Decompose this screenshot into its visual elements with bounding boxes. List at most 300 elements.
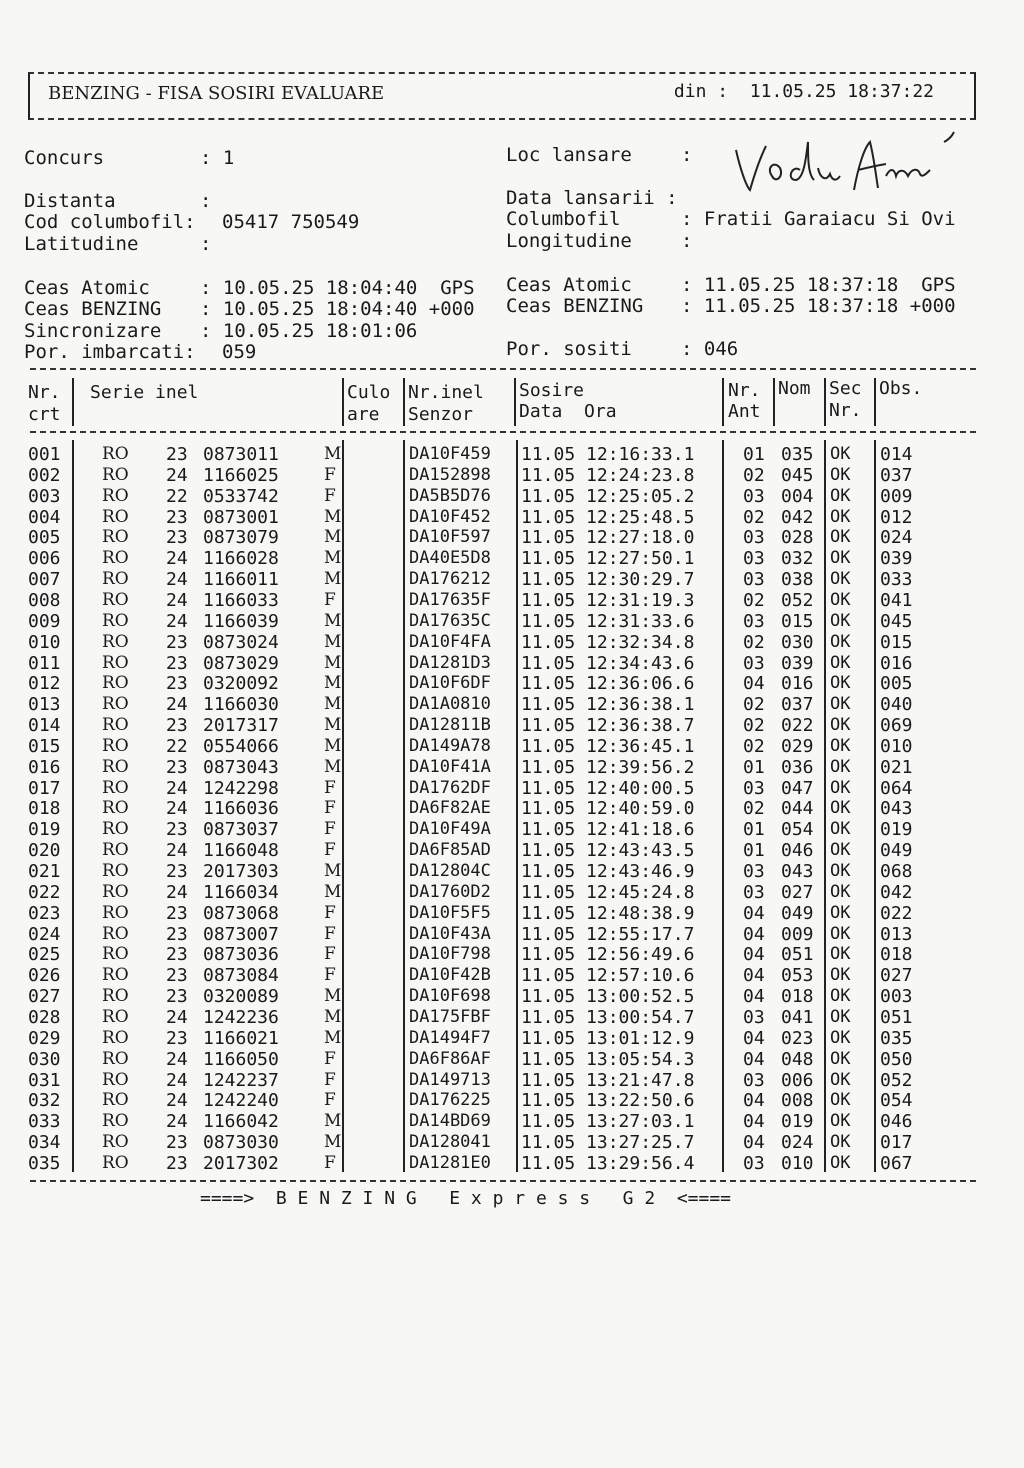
cell-data: 11.05 [521,589,576,611]
cell-data-ora [521,819,694,840]
cell-data-ora [521,715,694,736]
cell-senzor: DA10F42B [409,965,491,986]
cell-an: 24 [166,1006,188,1028]
cell-nom: 054 [781,819,814,841]
cell-tara: RO [102,965,129,986]
col-divider [824,378,826,426]
th-serie-inel: Serie inel [90,382,199,403]
cell-tara: RO [102,840,129,861]
cell-ora: 12:40:00.5 [586,777,695,799]
cell-sex: M [324,735,342,756]
cell-obs: 014 [880,444,913,465]
latitudine-value: : [200,233,212,255]
cell-ant: 04 [743,1090,765,1112]
cell-obs: 068 [880,861,913,882]
cell-tara: RO [102,631,129,652]
cell-data-ora [521,527,694,548]
cell-tara: RO [102,1111,129,1132]
cell-data-ora [521,1153,694,1174]
cell-tara: RO [102,694,129,715]
cell-sec: OK [830,1090,851,1111]
sincronizare-label: Sincronizare [24,320,162,342]
cell-sex: F [324,464,336,485]
cell-sex: M [324,548,342,569]
cell-ora: 12:36:38.7 [586,715,695,737]
cell-data-ora [521,736,694,757]
imbarcati-value: 059 [222,341,257,363]
benzing-footer: ====> B E N Z I N G E x p r e s s G 2 <==== [200,1188,732,1209]
cell-an: 23 [166,673,188,695]
cell-an: 23 [166,861,188,882]
cell-nr: 032 [28,1090,61,1112]
cell-data: 11.05 [521,881,576,903]
cell-an: 23 [166,631,188,653]
cell-ant: 04 [743,923,765,945]
cell-senzor: DA6F82AE [409,798,491,819]
cell-serie: 0320089 [203,986,279,1008]
cell-data-ora [521,882,694,903]
cell-obs: 040 [880,694,913,716]
cell-ora: 13:27:03.1 [586,1111,695,1133]
cell-senzor: DA10F5F5 [409,902,491,923]
cell-sec: OK [830,444,851,464]
cell-sec: OK [830,798,851,819]
cell-senzor: DA175FBF [409,1006,491,1027]
cell-serie: 1166011 [203,569,279,591]
cell-nom: 043 [781,861,814,882]
cell-obs: 013 [880,923,913,945]
cell-an: 23 [166,902,188,924]
cell-ant: 03 [743,610,765,632]
cell-senzor: DA1A0810 [409,694,491,715]
cell-nr: 017 [28,777,61,799]
cell-data: 11.05 [521,777,576,799]
cell-ora: 12:16:33.1 [586,444,695,465]
cell-nom: 027 [781,881,814,903]
cell-serie: 0873079 [203,527,279,549]
sincronizare-value: : 10.05.25 18:01:06 [200,320,418,342]
cell-tara: RO [102,881,129,902]
cell-serie: 1166042 [203,1111,279,1133]
cell-nr: 034 [28,1132,61,1154]
cell-an: 23 [166,1027,188,1049]
cell-ant: 02 [743,735,765,757]
col-divider [874,378,876,426]
cell-sec: OK [830,694,851,715]
cell-serie: 2017302 [203,1152,279,1174]
ceas-atomic-value: : 10.05.25 18:04:40 GPS [200,277,475,299]
cell-obs: 027 [880,965,913,987]
cell-tara: RO [102,527,129,548]
cell-senzor: DA10F43A [409,923,491,944]
cell-obs: 051 [880,1006,913,1028]
cell-sec: OK [830,464,851,485]
cell-obs: 016 [880,652,913,674]
table-row [0,465,1024,486]
cell-ora: 13:21:47.8 [586,1069,695,1091]
cell-data: 11.05 [521,1132,576,1154]
th-nom: Nom [778,378,811,399]
table-row [0,1132,1024,1153]
cell-nom: 049 [781,902,814,924]
cell-an: 24 [166,694,188,716]
table-bottom-rule [30,1180,976,1182]
distanta-value: : [200,190,212,212]
cell-an: 23 [166,819,188,841]
cell-nom: 052 [781,589,814,611]
cell-data: 11.05 [521,652,576,674]
cell-sex: M [324,1132,342,1153]
col-divider [72,378,74,426]
cell-tara: RO [102,1006,129,1027]
cell-nr: 025 [28,944,61,966]
table-row [0,1007,1024,1028]
cell-an: 24 [166,881,188,903]
cell-sex: M [324,881,342,902]
cell-serie: 2017317 [203,715,279,737]
cell-ant: 03 [743,777,765,799]
cell-nr: 014 [28,715,61,737]
cell-nom: 008 [781,1090,814,1112]
cell-serie: 1166025 [203,464,279,486]
cell-nom: 019 [781,1111,814,1133]
cell-serie: 0320092 [203,673,279,695]
cell-nom: 039 [781,652,814,674]
cell-tara: RO [102,861,129,881]
table-row [0,1111,1024,1132]
cell-nom: 006 [781,1069,814,1091]
cell-sec: OK [830,1006,851,1027]
cell-ora: 13:27:25.7 [586,1132,695,1154]
cell-nom: 010 [781,1152,814,1174]
cell-serie: 0873037 [203,819,279,841]
columbofil-label: Columbofil [506,208,621,230]
cell-sec: OK [830,1069,851,1090]
cell-data: 11.05 [521,923,576,945]
cell-tara: RO [102,444,129,464]
cell-an: 24 [166,1111,188,1133]
cell-ora: 12:48:38.9 [586,902,695,924]
cell-sex: F [324,1152,336,1173]
ceas-benzing2-label: Ceas BENZING [506,295,644,317]
cell-sec: OK [830,1027,851,1048]
cell-data: 11.05 [521,715,576,737]
cell-ant: 03 [743,485,765,507]
cell-obs: 015 [880,631,913,653]
cell-ant: 02 [743,798,765,820]
cell-serie: 0873007 [203,923,279,945]
ceas-atomic2-value: : 11.05.25 18:37:18 GPS [681,274,956,296]
cell-obs: 005 [880,673,913,695]
table-row [0,757,1024,778]
cell-nr: 012 [28,673,61,695]
cell-sex: F [324,965,336,986]
cell-sec: OK [830,485,851,506]
cell-obs: 009 [880,485,913,507]
ceas-atomic2-label: Ceas Atomic [506,274,632,296]
cell-an: 23 [166,715,188,737]
cell-senzor: DA40E5D8 [409,548,491,569]
cell-nom: 032 [781,548,814,570]
cell-nom: 023 [781,1027,814,1049]
data-lansarii-label: Data lansarii : [506,187,678,209]
cell-ant: 03 [743,861,765,882]
col-divider [514,378,516,426]
cell-ora: 12:43:46.9 [586,861,695,882]
cell-tara: RO [102,923,129,944]
cell-an: 24 [166,569,188,591]
cell-sex: F [324,589,336,610]
cell-data: 11.05 [521,694,576,716]
cell-an: 24 [166,1048,188,1070]
cell-data: 11.05 [521,756,576,778]
cell-ant: 02 [743,715,765,737]
cell-ora: 12:43:43.5 [586,840,695,862]
cell-data-ora [521,965,694,986]
cell-data: 11.05 [521,986,576,1008]
cell-an: 23 [166,444,188,465]
cell-senzor: DA1762DF [409,777,491,798]
cell-sex: F [324,777,336,798]
cell-nr: 035 [28,1152,61,1174]
cell-serie: 1242240 [203,1090,279,1112]
cell-tara: RO [102,1152,129,1173]
cell-sex: F [324,1069,336,1090]
cell-serie: 1166033 [203,589,279,611]
cell-ant: 03 [743,527,765,549]
cell-ora: 12:56:49.6 [586,944,695,966]
cell-obs: 033 [880,569,913,591]
cell-data: 11.05 [521,798,576,820]
cell-sec: OK [830,965,851,986]
cell-nom: 042 [781,506,814,528]
cell-obs: 043 [880,798,913,820]
cell-senzor: DA1281E0 [409,1152,491,1173]
cell-senzor: DA14BD69 [409,1111,491,1132]
cell-nr: 026 [28,965,61,987]
cell-serie: 0873001 [203,506,279,528]
cell-obs: 064 [880,777,913,799]
cell-an: 22 [166,485,188,507]
cell-senzor: DA152898 [409,464,491,485]
cell-an: 24 [166,589,188,611]
cell-tara: RO [102,715,129,736]
cell-data-ora [521,590,694,611]
cell-sex: M [324,631,342,652]
cell-serie: 1242298 [203,777,279,799]
table-row [0,882,1024,903]
cell-data-ora [521,1090,694,1111]
cell-data-ora [521,548,694,569]
cell-sex: M [324,756,342,777]
table-row [0,1028,1024,1049]
cell-serie: 1166034 [203,881,279,903]
cell-an: 23 [166,1132,188,1154]
cell-an: 24 [166,610,188,632]
cell-tara: RO [102,735,129,756]
cell-sex: F [324,819,336,840]
cell-senzor: DA12804C [409,861,491,881]
cell-data-ora [521,1049,694,1070]
cell-senzor: DA1281D3 [409,652,491,673]
cell-obs: 021 [880,756,913,778]
th-senzor: Senzor [408,404,474,425]
table-row [0,986,1024,1007]
cell-ant: 01 [743,756,765,778]
cell-sex: F [324,485,336,506]
cell-nr: 030 [28,1048,61,1070]
cell-data-ora [521,632,694,653]
cell-nr: 023 [28,902,61,924]
cell-tara: RO [102,819,129,840]
cell-tara: RO [102,673,129,694]
cell-data-ora [521,1070,694,1091]
cell-senzor: DA10F4FA [409,631,491,652]
cell-data: 11.05 [521,506,576,528]
cell-serie: 1166039 [203,610,279,632]
distanta-label: Distanta [24,190,116,212]
cell-senzor: DA1494F7 [409,1027,491,1048]
cell-obs: 067 [880,1152,913,1174]
table-row [0,840,1024,861]
cell-serie: 0873011 [203,444,279,465]
cod-columbofil-value: 05417 750549 [222,211,360,233]
cell-data: 11.05 [521,965,576,987]
cell-sex: M [324,527,342,548]
cell-nr: 024 [28,923,61,945]
cell-nom: 029 [781,735,814,757]
sositi-value: : 046 [681,338,739,360]
cell-an: 24 [166,1090,188,1112]
cell-sex: F [324,944,336,965]
cell-ora: 13:00:52.5 [586,986,695,1008]
cell-nom: 016 [781,673,814,695]
table-row [0,965,1024,986]
cell-ant: 03 [743,652,765,674]
cell-nr: 011 [28,652,61,674]
cell-sec: OK [830,1152,851,1173]
cell-nom: 041 [781,1006,814,1028]
cell-tara: RO [102,652,129,673]
cell-data: 11.05 [521,1069,576,1091]
cell-an: 24 [166,464,188,486]
cell-sec: OK [830,631,851,652]
cell-data-ora [521,444,694,465]
cell-nom: 022 [781,715,814,737]
cell-ora: 12:25:05.2 [586,485,695,507]
cell-senzor: DA1760D2 [409,881,491,902]
cell-sec: OK [830,881,851,902]
cell-serie: 1166030 [203,694,279,716]
cell-senzor: DA12811B [409,715,491,736]
cell-data: 11.05 [521,673,576,695]
cell-data-ora [521,1028,694,1049]
cell-ant: 01 [743,819,765,841]
cell-an: 23 [166,756,188,778]
cell-senzor: DA17635C [409,610,491,631]
cell-an: 23 [166,1152,188,1174]
cell-data-ora [521,778,694,799]
cell-obs: 010 [880,735,913,757]
cell-ant: 03 [743,1152,765,1174]
cell-sec: OK [830,569,851,590]
cell-ora: 12:40:59.0 [586,798,695,820]
cell-ora: 12:55:17.7 [586,923,695,945]
cell-serie: 0873030 [203,1132,279,1154]
cell-nom: 038 [781,569,814,591]
cell-sex: F [324,1048,336,1069]
cell-serie: 0554066 [203,735,279,757]
cell-nom: 047 [781,777,814,799]
cell-an: 23 [166,527,188,549]
table-row [0,1153,1024,1174]
cell-data: 11.05 [521,631,576,653]
cell-sec: OK [830,944,851,965]
cell-obs: 041 [880,589,913,611]
cell-data-ora [521,861,694,882]
table-row [0,694,1024,715]
cell-ant: 02 [743,464,765,486]
cell-data: 11.05 [521,1090,576,1112]
concurs-value: : 1 [200,147,235,169]
cell-sex: M [324,506,342,527]
cell-obs: 018 [880,944,913,966]
cell-ora: 12:34:43.6 [586,652,695,674]
cell-sec: OK [830,735,851,756]
cell-nom: 044 [781,798,814,820]
cell-sec: OK [830,589,851,610]
table-row [0,527,1024,548]
cell-ora: 12:45:24.8 [586,881,695,903]
table-row [0,798,1024,819]
cell-ora: 13:01:12.9 [586,1027,695,1049]
cell-sec: OK [830,1132,851,1153]
cell-sec: OK [830,819,851,840]
table-row [0,861,1024,882]
cell-data: 11.05 [521,548,576,570]
cell-data: 11.05 [521,1111,576,1133]
cell-obs: 069 [880,715,913,737]
cell-ant: 02 [743,589,765,611]
table-row [0,1090,1024,1111]
cell-data: 11.05 [521,569,576,591]
cell-ant: 04 [743,673,765,695]
col-divider [773,378,775,426]
cell-ora: 12:25:48.5 [586,506,695,528]
cell-nom: 009 [781,923,814,945]
cell-nr: 031 [28,1069,61,1091]
cell-serie: 1242236 [203,1006,279,1028]
cell-tara: RO [102,1027,129,1048]
cell-nr: 005 [28,527,61,549]
cell-obs: 039 [880,548,913,570]
table-row [0,715,1024,736]
cell-data-ora [521,1111,694,1132]
cell-serie: 0873084 [203,965,279,987]
cell-data-ora [521,757,694,778]
cell-sec: OK [830,1111,851,1132]
cell-ora: 13:22:50.6 [586,1090,695,1112]
cell-ora: 12:31:33.6 [586,610,695,632]
cell-serie: 0533742 [203,485,279,507]
cell-obs: 035 [880,1027,913,1049]
cell-nom: 028 [781,527,814,549]
cell-obs: 022 [880,902,913,924]
concurs-label: Concurs [24,147,105,169]
cell-tara: RO [102,464,129,485]
cell-data-ora [521,924,694,945]
cell-sex: M [324,652,342,673]
